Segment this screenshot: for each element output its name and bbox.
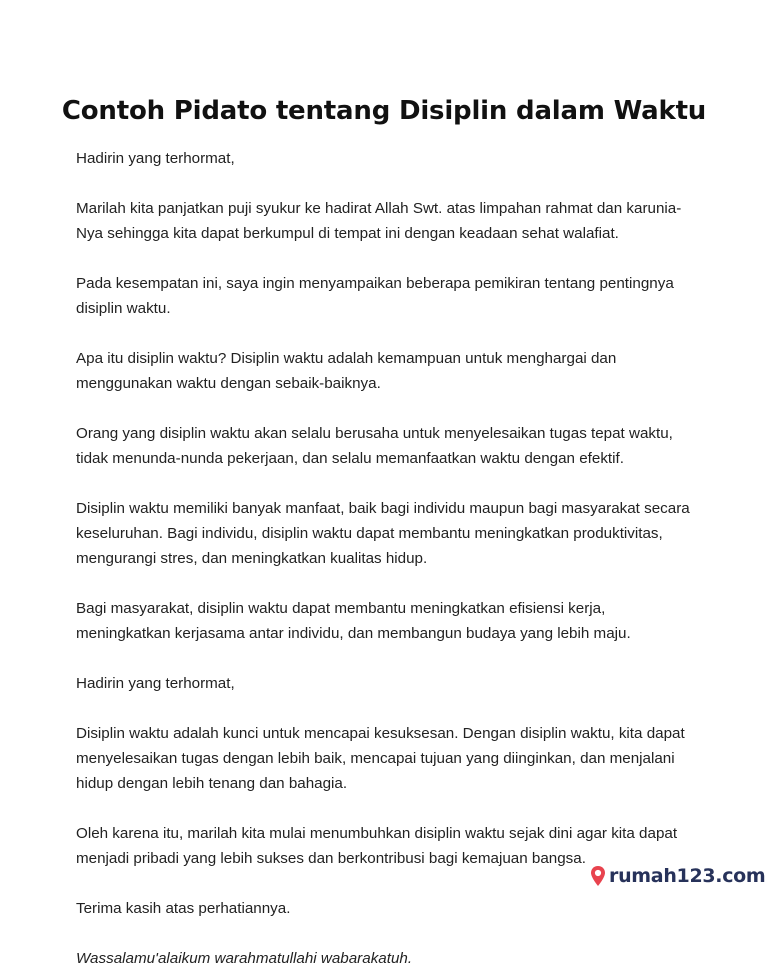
- brand-logo-text: rumah123.com: [609, 865, 766, 887]
- paragraph-gratitude: Marilah kita panjatkan puji syukur ke hadirat Allah Swt. atas limpahan rahmat dan karunia-Nya sehingga kita dapat berkumpul di tempat ini dengan keadaan sehat walafiat.: [76, 200, 682, 242]
- paragraph-opening: Pada kesempatan ini, saya ingin menyampaikan beberapa pemikiran tentang pentingnya disiplin waktu.: [76, 275, 674, 317]
- brand-watermark: [590, 862, 765, 890]
- location-pin-icon: [590, 865, 606, 887]
- paragraph-definition: Apa itu disiplin waktu? Disiplin waktu adalah kemampuan untuk menghargai dan menggunakan waktu dengan sebaik-baiknya.: [76, 350, 617, 392]
- paragraph-benefits-individual: Disiplin waktu memiliki banyak manfaat, baik bagi individu maupun bagi masyarakat secara keseluruhan. Bagi individu, disiplin waktu dapat membantu meningkatkan produktivitas, mengurangi stres, dan meningkatkan kualitas hidup.: [76, 500, 690, 567]
- paragraph-key-to-success: Disiplin waktu adalah kunci untuk mencapai kesuksesan. Dengan disiplin waktu, kita dapat menyelesaikan tugas dengan lebih baik, mencapai tujuan yang diinginkan, dan menjalani hidup dengan lebih tenang dan bahagia.: [76, 725, 685, 792]
- paragraph-behavior: Orang yang disiplin waktu akan selalu berusaha untuk menyelesaikan tugas tepat waktu, tidak menunda-nunda pekerjaan, dan selalu memanfaatkan waktu dengan efektif.: [76, 425, 673, 467]
- paragraph-call-to-action: Oleh karena itu, marilah kita mulai menumbuhkan disiplin waktu sejak dini agar kita dapat menjadi pribadi yang lebih sukses dan berkontribusi bagi kemajuan bangsa.: [76, 825, 678, 867]
- paragraph-greeting: Hadirin yang terhormat,: [76, 150, 235, 167]
- paragraph-greeting-second: Hadirin yang terhormat,: [76, 675, 235, 692]
- closing-salutation: Wassalamu'alaikum warahmatullahi wabarakatuh.: [76, 950, 413, 967]
- paragraph-thanks: Terima kasih atas perhatiannya.: [76, 900, 291, 917]
- paragraph-benefits-society: Bagi masyarakat, disiplin waktu dapat membantu meningkatkan efisiensi kerja, meningkatkan kerjasama antar individu, dan membangun budaya yang lebih maju.: [76, 600, 631, 642]
- speech-body: [76, 146, 696, 971]
- document-title: Contoh Pidato tentang Disiplin dalam Waktu: [61, 96, 707, 127]
